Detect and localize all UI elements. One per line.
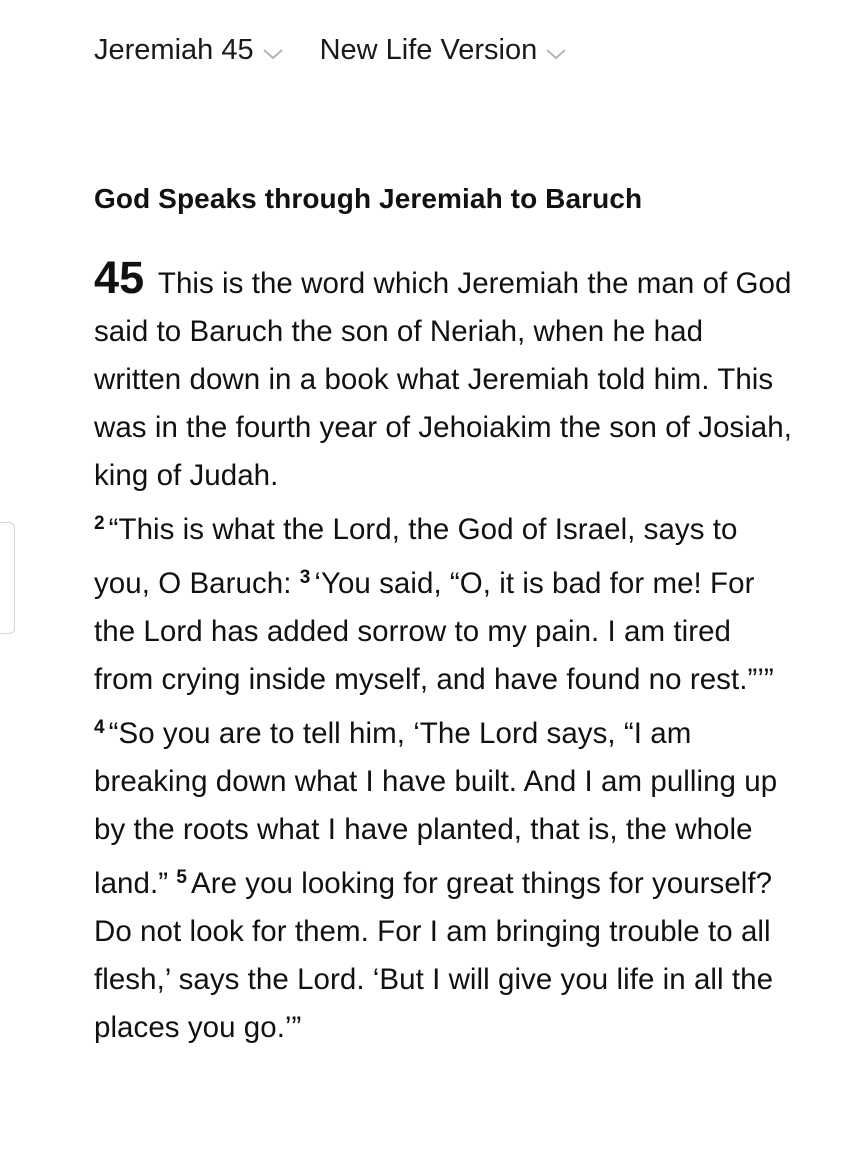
verse-number: 3 xyxy=(299,567,311,588)
chapter-selector[interactable] xyxy=(94,34,284,67)
reader-header xyxy=(94,34,567,67)
side-panel-handle[interactable] xyxy=(0,522,15,634)
verse-text: ‘You said, “O, it is bad for me! For the Lord has added sorrow to my pain. I am tired from crying inside myself, and have found no rest.”’” xyxy=(94,567,774,696)
chevron-down-icon xyxy=(262,47,284,61)
version-selector-label: New Life Version xyxy=(319,34,538,66)
verse-text: “This is what the Lord, the God of Israel, says to you, O Baruch: xyxy=(94,513,738,600)
chapter-number: 45 xyxy=(94,252,145,303)
verse-text: Are you looking for great things for yourself? Do not look for them. For I am bringing trouble to all flesh,’ says the Lord. ‘But I will give you life in all the places you go.’” xyxy=(94,867,774,1044)
verse-number: 4 xyxy=(94,717,105,738)
passage-text xyxy=(94,252,794,1052)
verse-text: This is the word which Jeremiah the man of God said to Baruch the son of Neriah, when he had written down in a book what Jeremiah told him. This was in the fourth year of Jehoiakim the son of Josiah, king of Judah. xyxy=(94,267,792,492)
verse-number: 2 xyxy=(94,513,105,534)
chevron-down-icon xyxy=(545,47,567,61)
version-selector[interactable] xyxy=(320,34,568,67)
section-heading: God Speaks through Jeremiah to Baruch xyxy=(94,183,643,214)
chapter-selector-label: Jeremiah 45 xyxy=(94,34,254,66)
verse-number: 5 xyxy=(176,867,187,888)
verse-text: “So you are to tell him, ‘The Lord says, “I am breaking down what I have built. And I am pulling up by the roots what I have planted, that is, the whole land.” xyxy=(94,717,778,900)
